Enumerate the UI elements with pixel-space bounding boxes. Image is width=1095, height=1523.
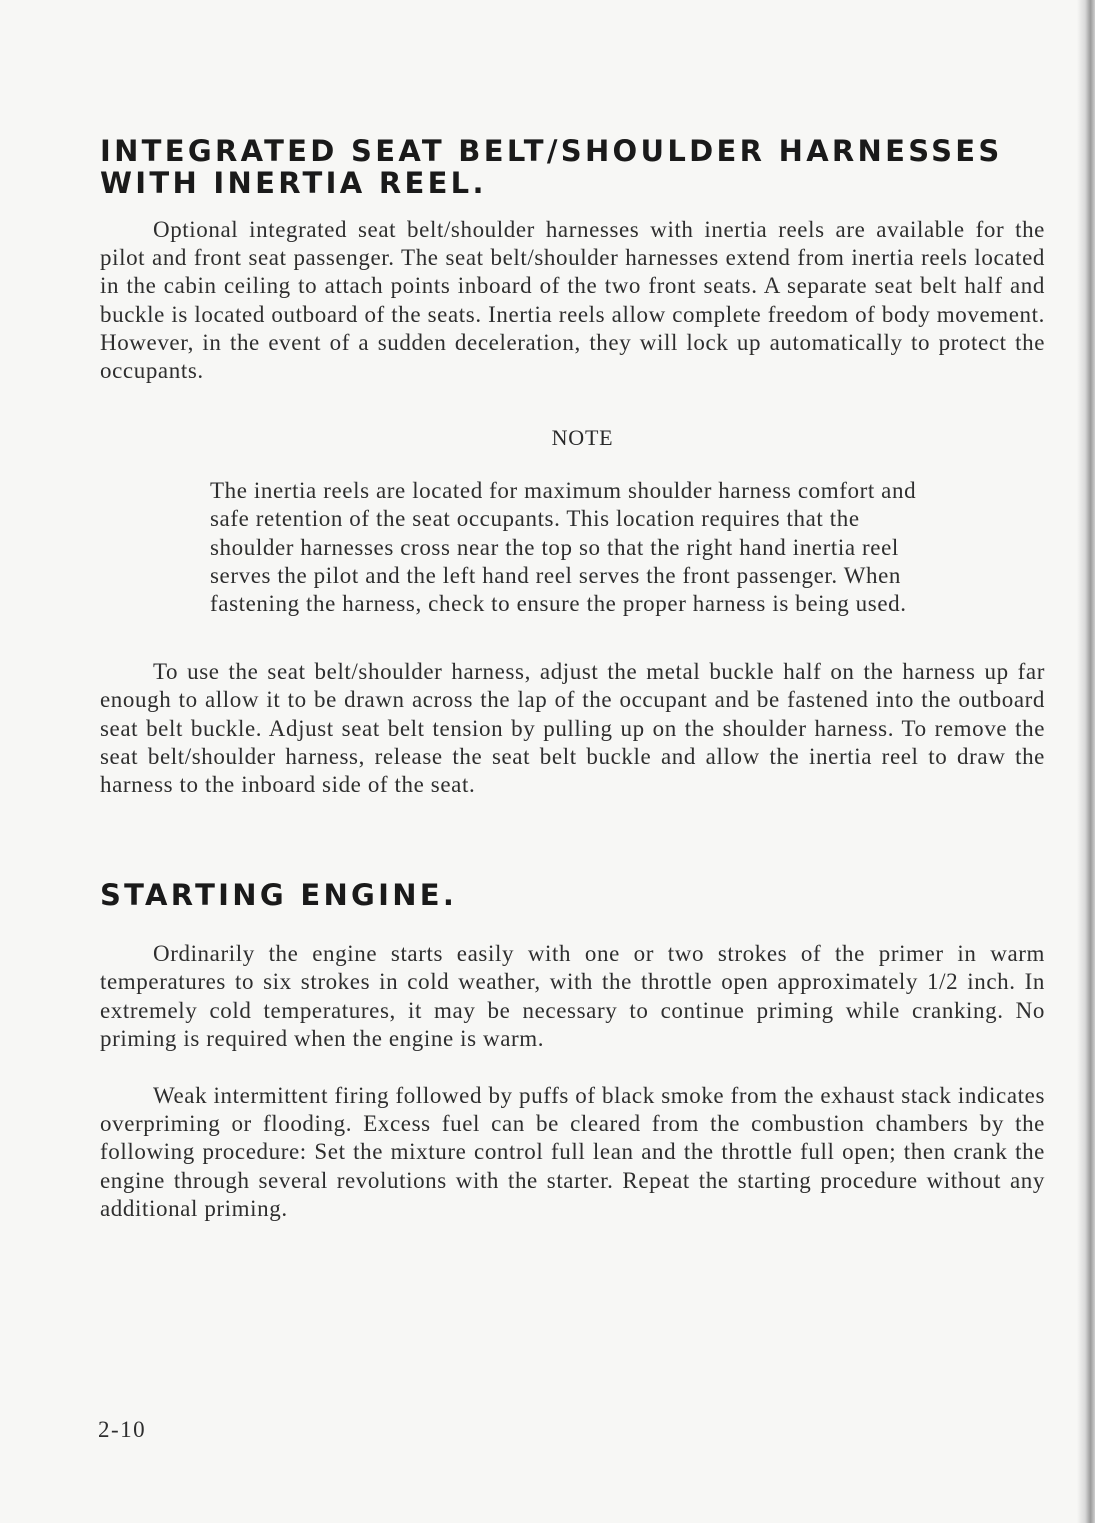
harness-usage-paragraph: To use the seat belt/shoulder harness, adjust the metal buckle half on the harness up far enough to allow it to be drawn across the lap of the occupant and be fastened into the outboard seat belt buckle. Adjust seat belt tension by pulling up on the shoulder harness. To remove the seat belt/shoulder harness, release the seat belt buckle and allow the inertia reel to draw the harness to the inboard side of the seat.	[100, 659, 1045, 798]
note-heading: NOTE	[551, 425, 614, 451]
seat-belt-heading: INTEGRATED SEAT BELT/SHOULDER HARNESSES WITH INERTIA REEL.	[100, 134, 1003, 200]
page-number: 2-10	[98, 1417, 147, 1442]
page-edge-shadow	[1077, 0, 1095, 1523]
flooding-paragraph: Weak intermittent firing followed by puffs of black smoke from the exhaust stack indicates overpriming or flooding. Excess fuel can be cleared from the combustion chambers by the following procedure: Set the mixture control full lean and the throttle full open; then crank the engine through several revolutions with the starter. Repeat the starting procedure without any additional priming.	[100, 1083, 1045, 1221]
starting-engine-heading: STARTING ENGINE.	[100, 878, 458, 913]
note-body: The inertia reels are located for maximum shoulder harness comfort and safe retention of the seat occupants. This location requires that the shoulder harnesses cross near the top so that the right hand inertia reel serves the pilot and the left hand reel serves the front passenger. When fastening the harness, check to ensure the proper harness is being used.	[210, 478, 917, 617]
starting-engine-section	[100, 879, 1045, 1223]
seat-belt-section	[100, 135, 1045, 799]
page-content	[100, 135, 1045, 1223]
priming-paragraph: Ordinarily the engine starts easily with one or two strokes of the primer in warm temperatures to six strokes in cold weather, with the throttle open approximately 1/2 inch. In extremely cold temperatures, it may be necessary to continue priming while cranking. No priming is required when the engine is warm.	[100, 941, 1045, 1051]
seat-belt-paragraph: Optional integrated seat belt/shoulder harnesses with inertia reels are available for the pilot and front seat passenger. The seat belt/shoulder harnesses extend from inertia reels located in the cabin ceiling to attach points inboard of the two front seats. A separate seat belt half and buckle is located outboard of the seats. Inertia reels allow complete freedom of body movement. However, in the event of a sudden deceleration, they will lock up automatically to protect the occupants.	[100, 217, 1045, 384]
